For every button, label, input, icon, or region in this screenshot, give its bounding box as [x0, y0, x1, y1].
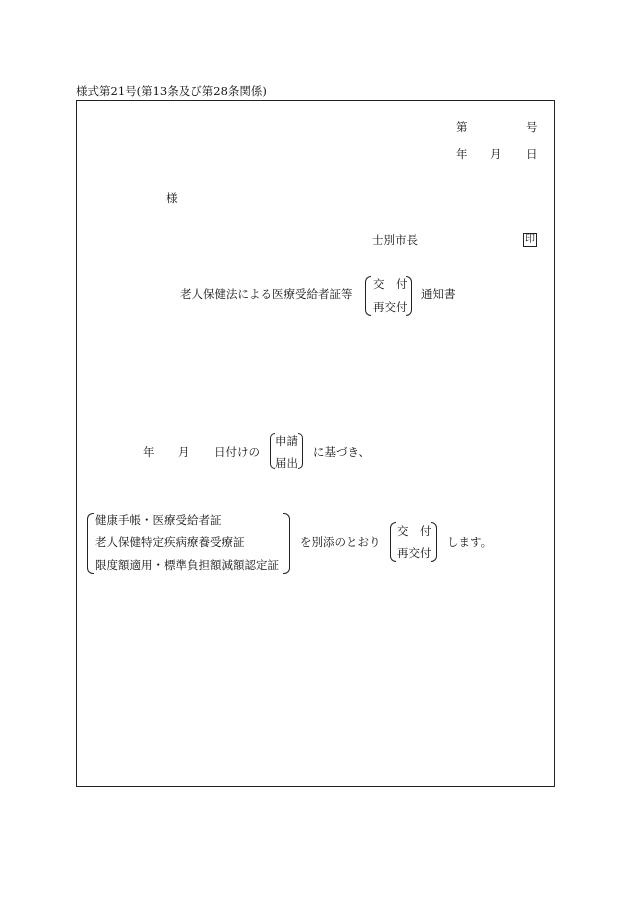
- date-month: 月: [490, 147, 502, 161]
- documents-bracket-right: [283, 513, 290, 574]
- body-line1-suffix: に基づき、: [313, 445, 371, 459]
- basis-option-application: 申請: [275, 434, 298, 448]
- action-option-reissue: 再交付: [397, 546, 432, 560]
- date-year: 年: [456, 147, 468, 161]
- date-day: 日: [526, 147, 538, 161]
- action-option-issue: 交 付: [397, 524, 432, 538]
- body-year: 年: [143, 445, 155, 459]
- document-item-specified-disease: 老人保健特定疾病療養受療証: [95, 535, 245, 549]
- title-option-reissue: 再交付: [373, 300, 408, 314]
- form-label: 様式第21号(第13条及び第28条関係): [76, 84, 267, 98]
- issuer-name: 士別市長: [372, 233, 418, 247]
- title-bracket-left: [365, 276, 371, 316]
- document-title: 老人保健法による医療受給者証等: [180, 287, 353, 301]
- number-prefix: 第: [456, 120, 468, 134]
- body-date-suffix: 日付けの: [214, 445, 260, 459]
- body-month: 月: [178, 445, 190, 459]
- document-frame: [76, 100, 555, 787]
- title-suffix: 通知書: [421, 287, 456, 301]
- basis-option-notification: 届出: [275, 456, 298, 470]
- action-bracket-left: [390, 522, 396, 562]
- seal-stamp: 印: [525, 234, 535, 245]
- document-item-limit-certificate: 限度額適用・標準負担額減額認定証: [95, 558, 279, 572]
- document-item-health-notebook: 健康手帳・医療受給者証: [95, 513, 222, 527]
- body-line2-middle: を別添のとおり: [300, 535, 381, 549]
- documents-bracket-left: [87, 513, 94, 574]
- number-suffix: 号: [526, 120, 538, 134]
- basis-bracket-right: [298, 433, 303, 469]
- title-option-issue: 交 付: [373, 277, 408, 291]
- recipient-suffix: 様: [166, 191, 178, 205]
- body-line2-suffix: します。: [447, 535, 493, 549]
